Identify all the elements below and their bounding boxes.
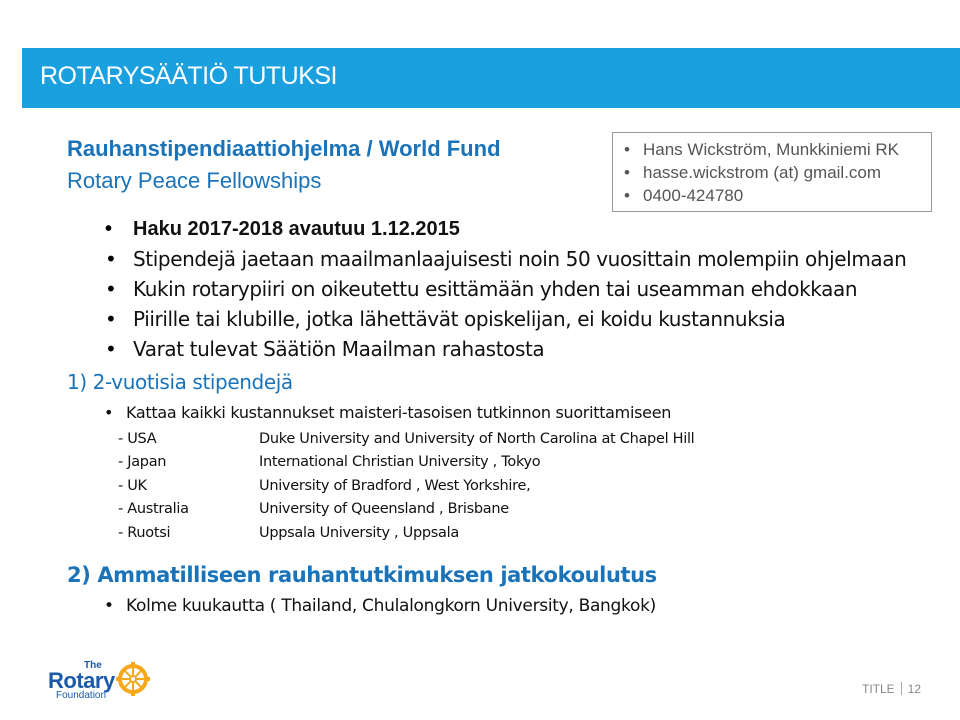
program-subheading: Rotary Peace Fellowships bbox=[67, 168, 322, 193]
country-cell: - Japan bbox=[118, 454, 167, 471]
footer-divider bbox=[901, 682, 902, 695]
bullet-item: • Stipendejä jaetaan maailmanlaajuisesti noin 50 vuosittain molempiin ohjelmaan bbox=[103, 244, 906, 274]
university-cell: International Christian University , Tokyo bbox=[259, 454, 541, 471]
country-cell: - USA bbox=[118, 430, 157, 447]
logo-foundation: Foundation bbox=[56, 690, 107, 701]
bullet-item: • Piirille tai klubille, jotka lähettävät opiskelijan, ei koidu kustannuksia bbox=[103, 304, 906, 334]
country-cell: - UK bbox=[118, 477, 147, 494]
contact-name: • Hans Wickström, Munkkiniemi RK bbox=[613, 138, 931, 161]
rotary-foundation-logo bbox=[48, 660, 148, 702]
logo-the: The bbox=[84, 660, 102, 671]
table-row bbox=[118, 521, 694, 545]
university-cell: University of Queensland , Brisbane bbox=[259, 501, 509, 518]
contact-phone: • 0400-424780 bbox=[613, 184, 931, 207]
country-cell: - Ruotsi bbox=[118, 524, 171, 541]
page-title: ROTARYSÄÄTIÖ TUTUKSI bbox=[40, 62, 337, 90]
contact-email: • hasse.wickstrom (at) gmail.com bbox=[613, 161, 931, 184]
section1-sub: • Kattaa kaikki kustannukset maisteri-tasoisen tutkinnon suorittamiseen bbox=[104, 403, 671, 422]
table-row bbox=[118, 451, 694, 475]
bullet-item: • Kukin rotarypiiri on oikeutettu esittämään yhden tai useamman ehdokkaan bbox=[103, 274, 906, 304]
logo-rotary: Rotary bbox=[48, 668, 115, 693]
contact-box bbox=[612, 132, 932, 212]
table-row bbox=[118, 427, 694, 451]
footer bbox=[862, 682, 921, 696]
table-row bbox=[118, 474, 694, 498]
university-cell: Duke University and University of North Carolina at Chapel Hill bbox=[259, 430, 695, 447]
program-heading: Rauhanstipendiaattiohjelma / World Fund bbox=[67, 136, 501, 161]
section2-title: 2) Ammatilliseen rauhantutkimuksen jatkokoulutus bbox=[67, 563, 657, 587]
page-number: 12 bbox=[907, 682, 922, 696]
rotary-wheel-icon bbox=[116, 662, 150, 696]
title-bar bbox=[22, 48, 960, 108]
section1-title: 1) 2-vuotisia stipendejä bbox=[67, 370, 293, 394]
university-cell: Uppsala University , Uppsala bbox=[259, 524, 459, 541]
info-bullets bbox=[103, 214, 906, 364]
section2-sub: • Kolme kuukautta ( Thailand, Chulalongkorn University, Bangkok) bbox=[104, 596, 656, 616]
bullet-item: • Varat tulevat Säätiön Maailman rahastosta bbox=[103, 334, 906, 364]
country-cell: - Australia bbox=[118, 501, 189, 518]
bullet-item: • Haku 2017-2018 avautuu 1.12.2015 bbox=[103, 214, 906, 244]
university-table bbox=[118, 427, 694, 545]
table-row bbox=[118, 498, 694, 522]
university-cell: University of Bradford , West Yorkshire, bbox=[259, 477, 531, 494]
footer-label: TITLE bbox=[862, 682, 895, 696]
